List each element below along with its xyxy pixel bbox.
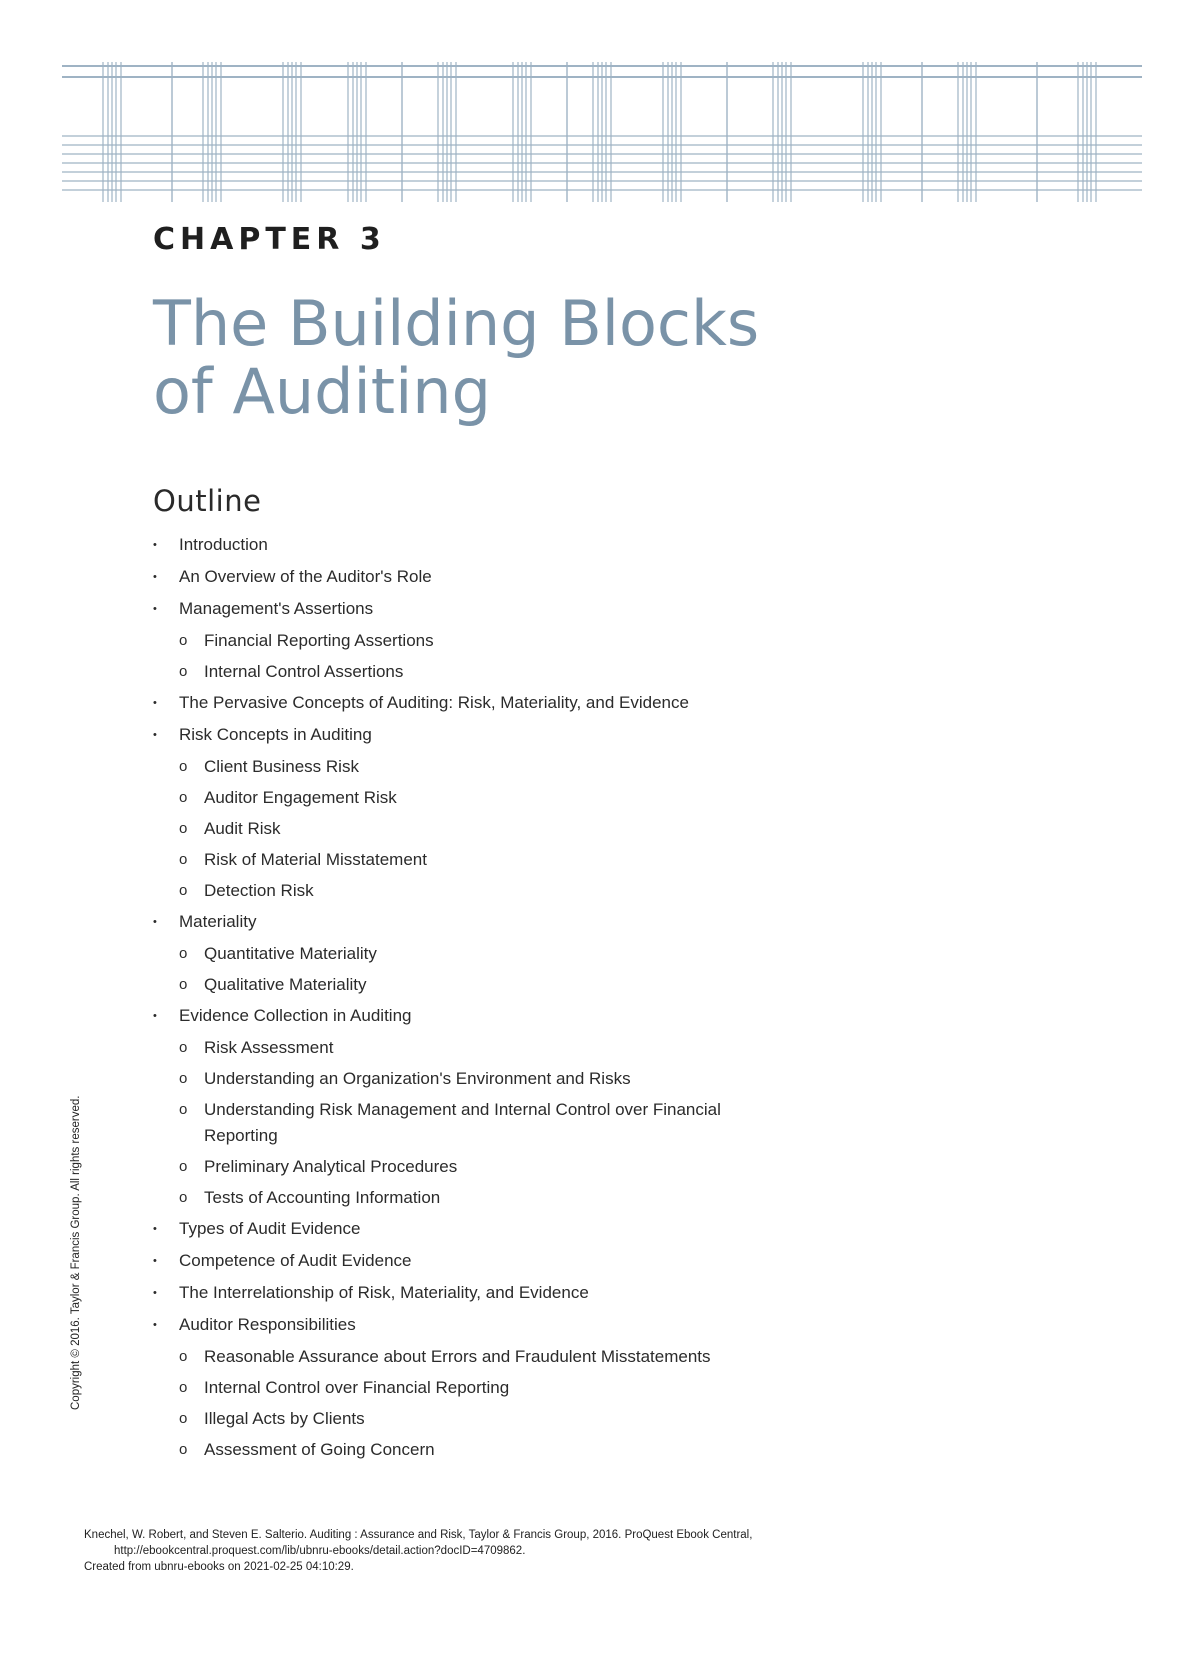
outline-item-text: Understanding an Organization's Environment and Risks [204, 1069, 631, 1088]
sub-bullet-marker: o [179, 820, 188, 837]
chapter-title [153, 287, 953, 428]
outline-item [153, 909, 853, 935]
outline-item-text: Audit Risk [204, 819, 281, 838]
outline-subitem [153, 1097, 764, 1149]
outline-item-text: Auditor Engagement Risk [204, 788, 397, 807]
outline-subitem [153, 1066, 853, 1092]
sub-bullet-marker: o [179, 1158, 188, 1175]
copyright-notice: Copyright © 2016. Taylor & Francis Group. All rights reserved. [70, 1095, 82, 1410]
outline-subitem [153, 754, 853, 780]
outline-item-text: Risk of Material Misstatement [204, 850, 427, 869]
outline-item-text: Materiality [179, 912, 257, 931]
outline-subitem [153, 1035, 853, 1061]
outline-item [153, 1216, 853, 1242]
sub-bullet-marker: o [179, 1070, 188, 1087]
sub-bullet-marker: o [179, 1410, 188, 1427]
sub-bullet-marker: o [179, 1101, 188, 1118]
outline-subitem [153, 941, 853, 967]
outline-item-text: Financial Reporting Assertions [204, 631, 434, 650]
bullet-marker: • [153, 729, 157, 741]
outline-subitem [153, 659, 853, 685]
outline-item-text: Internal Control Assertions [204, 662, 404, 681]
sub-bullet-marker: o [179, 1441, 188, 1458]
sub-bullet-marker: o [179, 632, 188, 649]
outline-item-text: Client Business Risk [204, 757, 359, 776]
outline-item-text: Evidence Collection in Auditing [179, 1006, 412, 1025]
outline-subitem [153, 847, 853, 873]
outline-item-text: The Interrelationship of Risk, Materiality, and Evidence [179, 1283, 589, 1302]
sub-bullet-marker: o [179, 1189, 188, 1206]
outline-subitem [153, 816, 853, 842]
outline-subitem [153, 1154, 853, 1180]
bullet-marker: • [153, 916, 157, 928]
sub-bullet-marker: o [179, 758, 188, 775]
outline-item-text: Internal Control over Financial Reporting [204, 1378, 510, 1397]
outline-item-text: Illegal Acts by Clients [204, 1409, 365, 1428]
outline-subitem [153, 878, 853, 904]
outline-item-text: Competence of Audit Evidence [179, 1251, 412, 1270]
bullet-marker: • [153, 697, 157, 709]
outline-list [153, 532, 853, 1468]
outline-item-text: Reasonable Assurance about Errors and Fraudulent Misstatements [204, 1347, 711, 1366]
outline-item [153, 1003, 853, 1029]
sub-bullet-marker: o [179, 851, 188, 868]
outline-item-text: Auditor Responsibilities [179, 1315, 356, 1334]
outline-heading: Outline [153, 484, 262, 518]
bullet-marker: • [153, 1010, 157, 1022]
outline-item [153, 1248, 853, 1274]
sub-bullet-marker: o [179, 789, 188, 806]
citation-line-1: Knechel, W. Robert, and Steven E. Salterio. Auditing : Assurance and Risk, Taylor & Francis Group, 2016. ProQuest Ebook Central, [84, 1529, 753, 1541]
bullet-marker: • [153, 603, 157, 615]
outline-item-text: Management's Assertions [179, 599, 374, 618]
sub-bullet-marker: o [179, 663, 188, 680]
sub-bullet-marker: o [179, 882, 188, 899]
outline-subitem [153, 785, 853, 811]
outline-subitem [153, 1375, 853, 1401]
sub-bullet-marker: o [179, 976, 188, 993]
citation [84, 1527, 752, 1575]
outline-item-text: Detection Risk [204, 881, 314, 900]
outline-item-text: The Pervasive Concepts of Auditing: Risk, Materiality, and Evidence [179, 693, 689, 712]
sub-bullet-marker: o [179, 1039, 188, 1056]
outline-item-text: Risk Assessment [204, 1038, 334, 1057]
bullet-marker: • [153, 1319, 157, 1331]
sub-bullet-marker: o [179, 945, 188, 962]
outline-item-text: Tests of Accounting Information [204, 1188, 441, 1207]
outline-item-text: Assessment of Going Concern [204, 1440, 435, 1459]
outline-item-text: Qualitative Materiality [204, 975, 367, 994]
citation-line-3: Created from ubnru-ebooks on 2021-02-25 04:10:29. [84, 1561, 354, 1573]
outline-item-text: Quantitative Materiality [204, 944, 377, 963]
outline-item [153, 722, 853, 748]
outline-subitem [153, 972, 853, 998]
chapter-title-line-2: of Auditing [153, 355, 491, 428]
outline-item-text: Understanding Risk Management and Internal Control over Financial Reporting [204, 1100, 721, 1145]
citation-url[interactable]: http://ebookcentral.proquest.com/lib/ubnru-ebooks/detail.action?docID=4709862. [114, 1545, 526, 1557]
outline-item [153, 564, 853, 590]
sub-bullet-marker: o [179, 1379, 188, 1396]
outline-subitem [153, 1437, 853, 1463]
sub-bullet-marker: o [179, 1348, 188, 1365]
outline-item-text: Types of Audit Evidence [179, 1219, 361, 1238]
outline-item-text: Preliminary Analytical Procedures [204, 1157, 458, 1176]
outline-item-text: Risk Concepts in Auditing [179, 725, 372, 744]
outline-item [153, 1280, 853, 1306]
chapter-title-line-1: The Building Blocks [153, 287, 760, 360]
outline-item-text: Introduction [179, 535, 268, 554]
bullet-marker: • [153, 1287, 157, 1299]
bullet-marker: • [153, 571, 157, 583]
outline-item [153, 596, 853, 622]
outline-item [153, 690, 853, 716]
decorative-grid [62, 62, 1142, 202]
bullet-marker: • [153, 1223, 157, 1235]
bullet-marker: • [153, 539, 157, 551]
outline-item [153, 1312, 853, 1338]
outline-subitem [153, 628, 853, 654]
outline-subitem [153, 1185, 853, 1211]
outline-subitem [153, 1406, 853, 1432]
chapter-label: CHAPTER 3 [153, 222, 386, 257]
outline-subitem [153, 1344, 853, 1370]
outline-item-text: An Overview of the Auditor's Role [179, 567, 432, 586]
bullet-marker: • [153, 1255, 157, 1267]
outline-item [153, 532, 853, 558]
